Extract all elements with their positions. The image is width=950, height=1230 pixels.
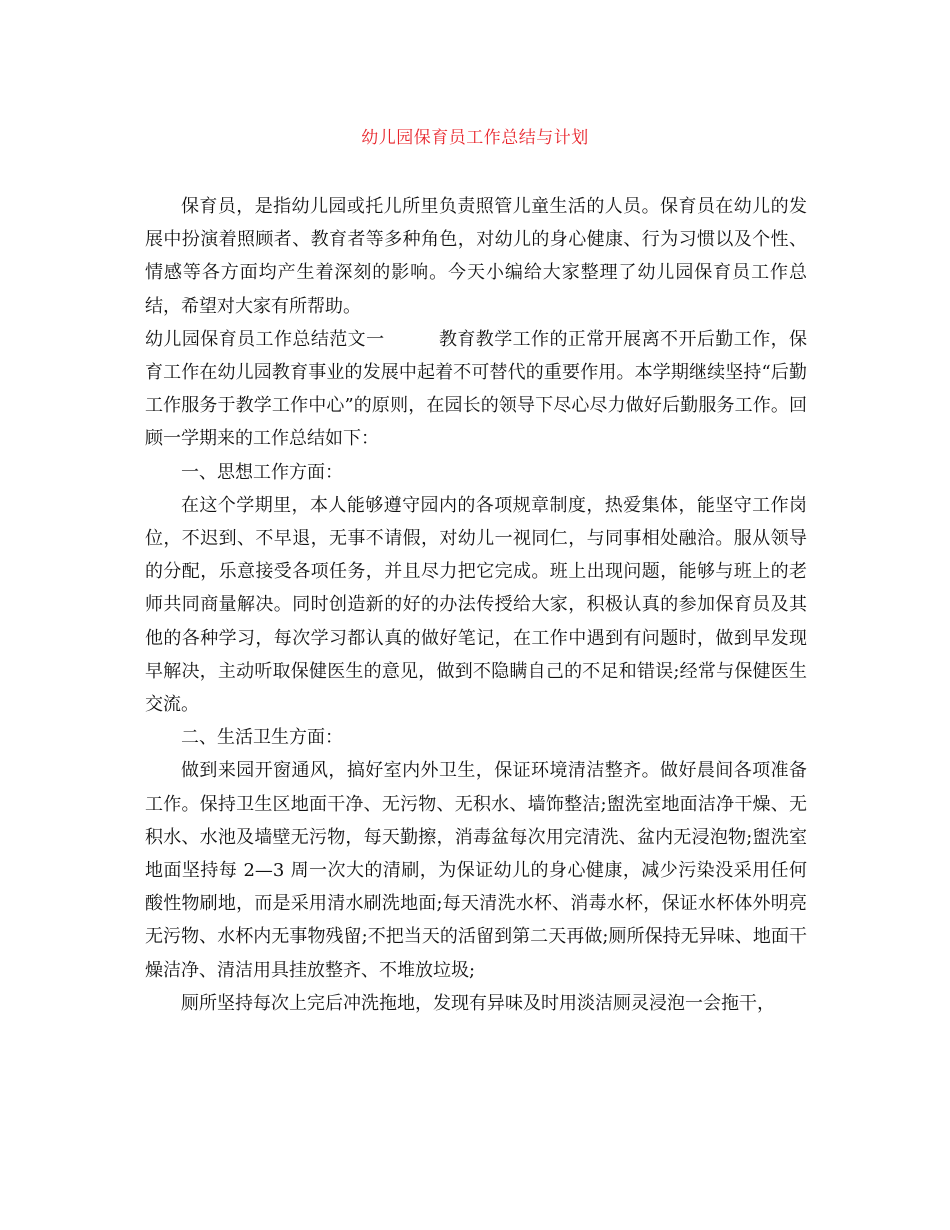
section-intro: 教育教学工作的正常开展离不开后勤工作，保育工作在幼儿园教育事业的发展中起着不可替代的重要作用。本学期继续坚持“后勤工作服务于教学工作中心”的原则，在园长的领导下尽心尽力做好后勤服务工作。回顾一学期来的工作总结如下： [145, 328, 807, 450]
section-paragraph [145, 323, 807, 456]
heading-thought-work: 一、思想工作方面： [181, 461, 343, 483]
paragraph-thought-work: 在这个学期里，本人能够遵守园内的各项规章制度，热爱集体，能坚守工作岗位，不迟到、不早退，无事不请假，对幼儿一视同仁，与同事相处融洽。服从领导的分配，乐意接受各项任务，并且尽力把它完成。班上出现问题，能够与班上的老师共同商量解决。同时创造新的好的办法传授给大家，积极认真的参加保育员及其他的各种学习，每次学习都认真的做好笔记，在工作中遇到有问题时，做到早发现早解决，主动听取保健医生的意见，做到不隐瞒自己的不足和错误;经常与保健医生交流。 [145, 494, 807, 716]
paragraph-toilet: 厕所坚持每次上完后冲洗拖地，发现有异味及时用淡洁厕灵浸泡一会拖干， [181, 992, 775, 1014]
paragraph-hygiene: 做到来园开窗通风，搞好室内外卫生，保证环境清洁整齐。做好晨间各项准备工作。保持卫生区地面干净、无污物、无积水、墙饰整洁;盥洗室地面洁净干燥、无积水、水池及墙壁无污物，每天勤擦，消毒盆每次用完清洗、盆内无浸泡物;盥洗室地面坚持每 2—3 周一次大的清刷，为保证幼儿的身心健康，减少污染没采用任何酸性物刷地，而是采用清水刷洗地面;每天清洗水杯、消毒水杯，保证水杯体外明亮无污物、水杯内无事物残留;不把当天的活留到第二天再做;厕所保持无异味、地面干燥洁净、清洁用具挂放整齐、不堆放垃圾; [145, 760, 807, 981]
document-title: 幼儿园保育员工作总结与计划 [361, 128, 589, 148]
intro-paragraph: 保育员，是指幼儿园或托儿所里负责照管儿童生活的人员。保育员在幼儿的发展中扮演着照顾者、教育者等多种角色，对幼儿的身心健康、行为习惯以及个性、情感等各方面均产生着深刻的影响。今天小编给大家整理了幼儿园保育员工作总结，希望对大家有所帮助。 [145, 196, 807, 317]
document-body [145, 190, 807, 1020]
heading-hygiene: 二、生活卫生方面： [181, 727, 343, 749]
section-title: 幼儿园保育员工作总结范文一 [145, 328, 385, 350]
